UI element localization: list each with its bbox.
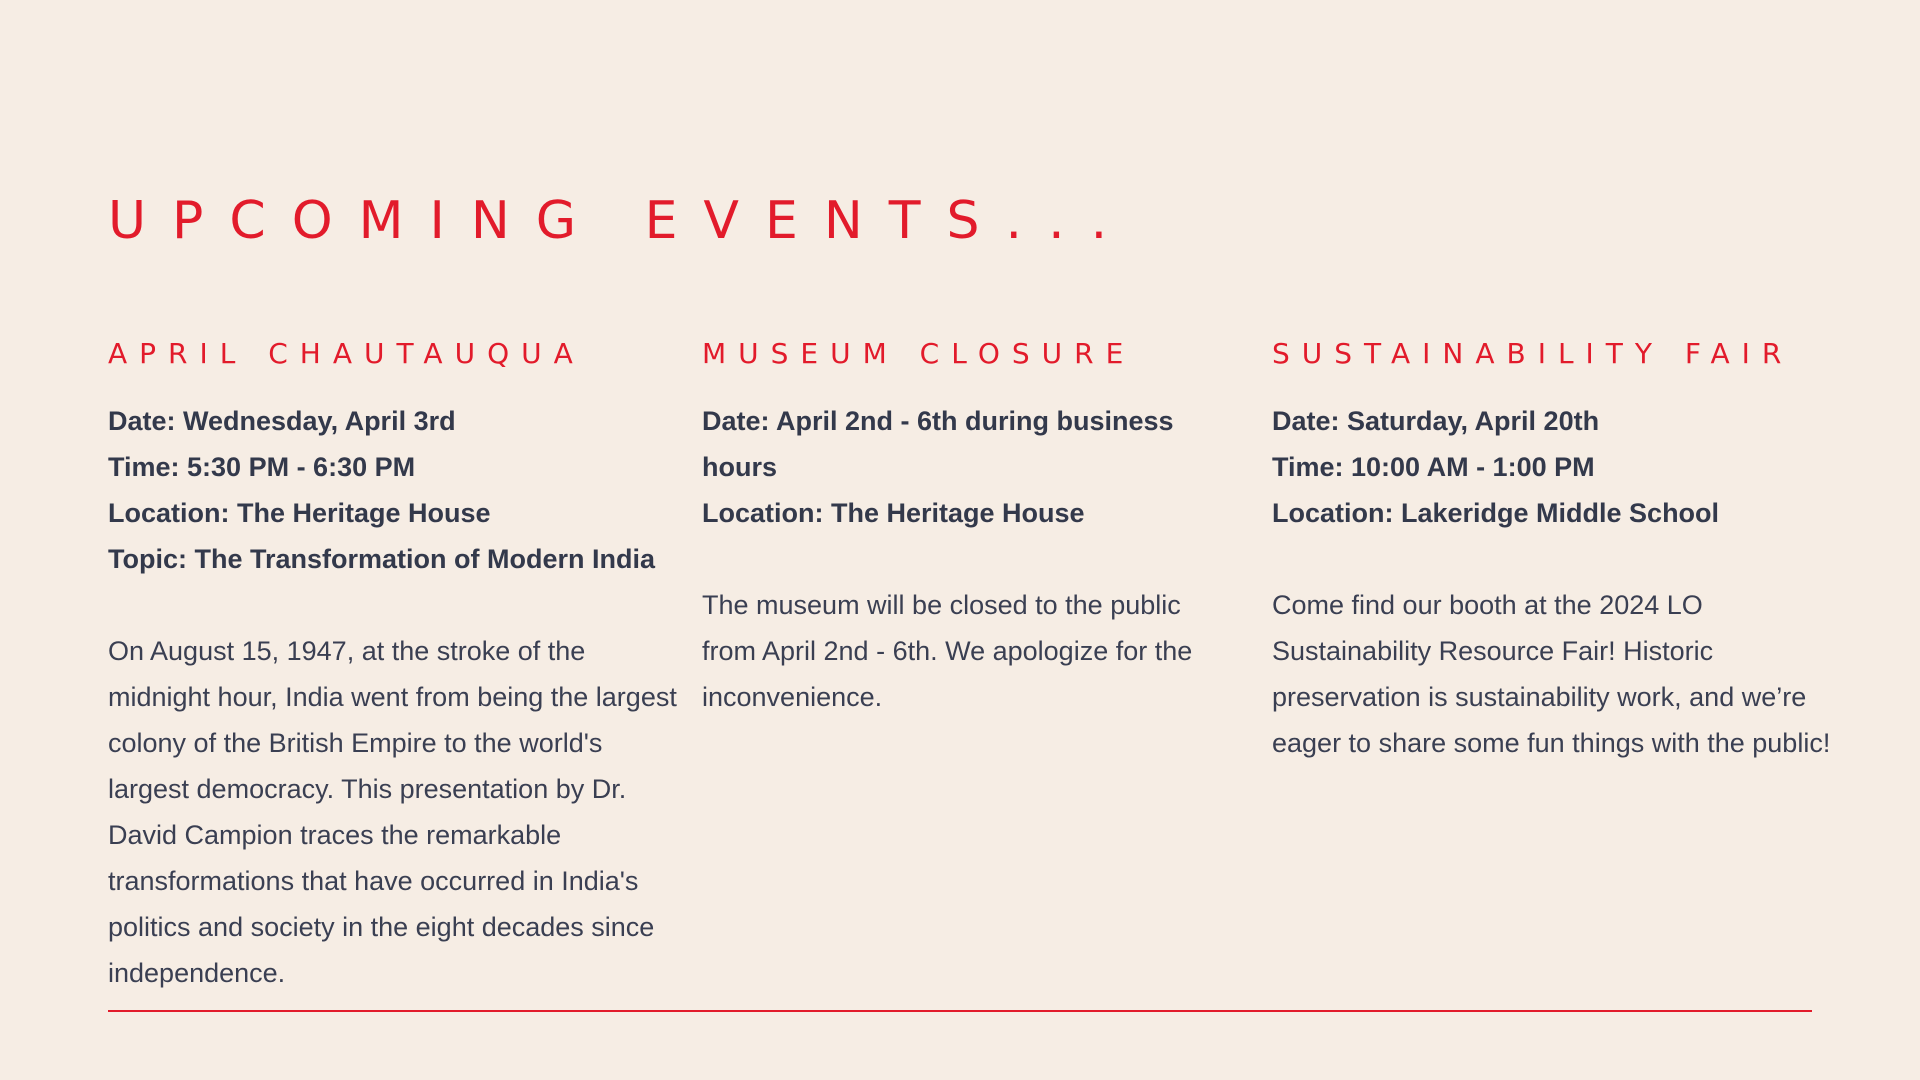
event-title: APRIL CHAUTAUQUA [108, 337, 585, 370]
page-title: UPCOMING EVENTS... [108, 191, 1134, 251]
event-topic: Topic: The Transformation of Modern India [108, 544, 656, 574]
spacer [108, 582, 688, 628]
event-description: The museum will be closed to the public from April 2nd - 6th. We apologize for the inconvenience. [702, 590, 1193, 712]
event-details [702, 398, 1202, 720]
event-location: Location: The Heritage House [108, 498, 491, 528]
divider-line [108, 1010, 1812, 1012]
event-date: Date: Wednesday, April 3rd [108, 406, 456, 436]
spacer [702, 536, 1202, 582]
event-museum-closure [702, 334, 1202, 720]
event-description: Come find our booth at the 2024 LO Sustainability Resource Fair! Historic preservation is sustainability work, and we’re eager to share some fun things with the public! [1272, 590, 1831, 758]
event-location: Location: Lakeridge Middle School [1272, 498, 1720, 528]
event-date: Date: April 2nd - 6th during business hours [702, 406, 1174, 482]
event-location: Location: The Heritage House [702, 498, 1085, 528]
event-time: Time: 10:00 AM - 1:00 PM [1272, 452, 1595, 482]
event-description: On August 15, 1947, at the stroke of the midnight hour, India went from being the largest colony of the British Empire to the world's largest democracy. This presentation by Dr. David Campion traces the remarkable transformations that have occurred in India's politics and society in the eight decades since independence. [108, 636, 677, 988]
event-sustainability-fair [1272, 334, 1832, 766]
event-date: Date: Saturday, April 20th [1272, 406, 1600, 436]
event-april-chautauqua [108, 334, 688, 996]
spacer [1272, 536, 1832, 582]
event-time: Time: 5:30 PM - 6:30 PM [108, 452, 416, 482]
event-title: SUSTAINABILITY FAIR [1272, 337, 1794, 370]
event-title: MUSEUM CLOSURE [702, 337, 1136, 370]
event-details [1272, 398, 1832, 766]
event-details [108, 398, 688, 996]
